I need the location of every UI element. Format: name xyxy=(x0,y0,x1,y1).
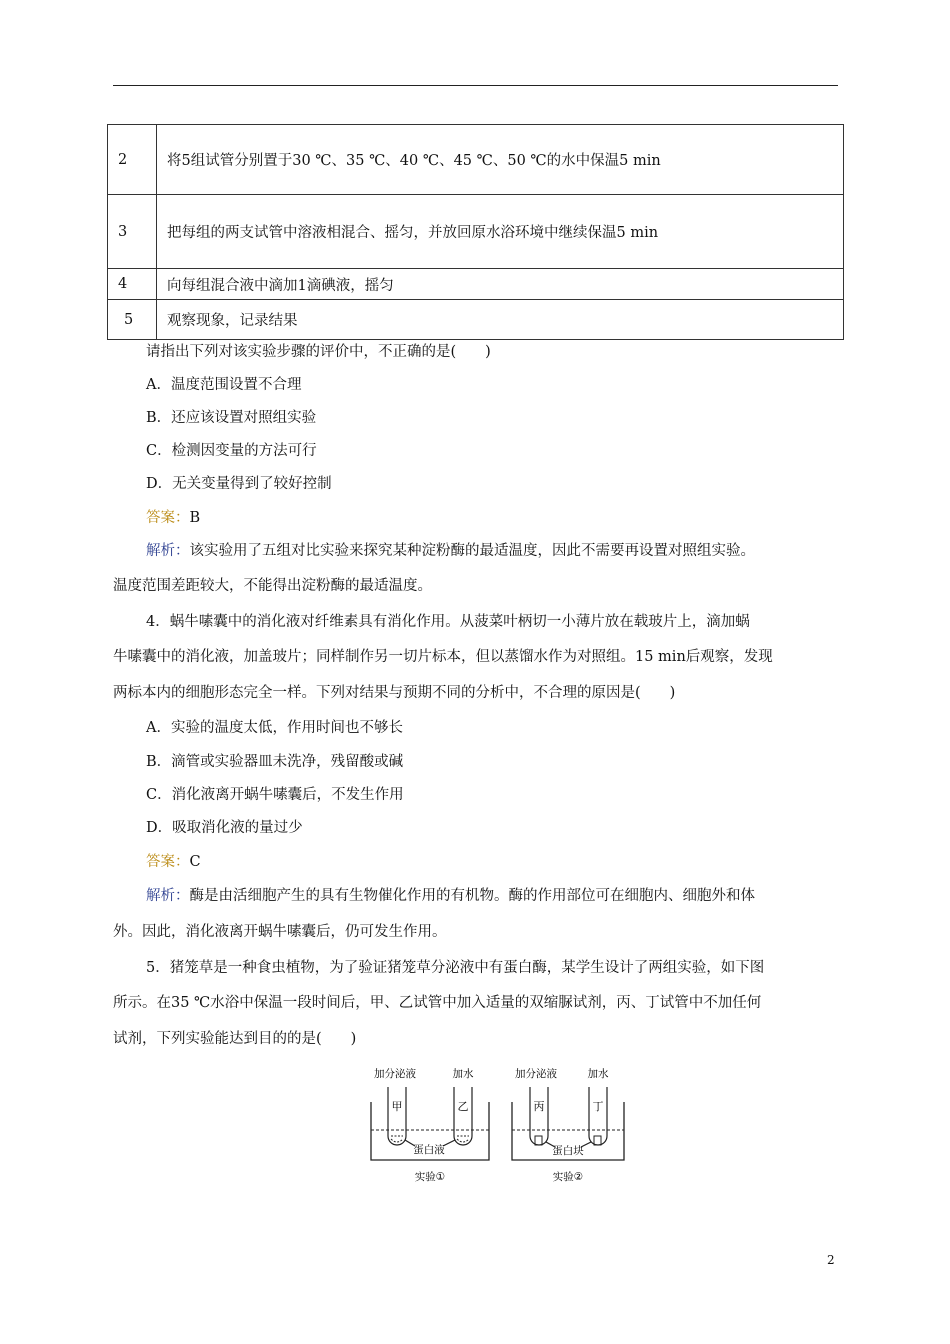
explanation-text: 酶是由活细胞产生的具有生物催化作用的有机物。酶的作用部位可在细胞内、细胞外和体 xyxy=(189,888,755,904)
table-row xyxy=(108,269,844,300)
table-row xyxy=(108,300,844,340)
exp2-right-label: 加水 xyxy=(587,1068,609,1080)
exp2-tube-a-label: 丙 xyxy=(533,1100,545,1113)
step-number: 3 xyxy=(108,195,157,269)
step-number: 4 xyxy=(108,269,157,300)
exp1-pointer-right xyxy=(443,1140,455,1146)
exp1-tube-a-label: 甲 xyxy=(391,1100,403,1113)
q4-option-b: B．滴管或实验器皿未洗净，残留酸或碱 xyxy=(146,754,404,770)
exp2-protein-block-a xyxy=(535,1136,542,1145)
q5-stem-line2: 所示。在35 ℃水浴中保温一段时间后，甲、乙试管中加入适量的双缩脲试剂，丙、丁试管中不加任何 xyxy=(113,995,762,1011)
exp1-right-label: 加水 xyxy=(452,1068,474,1080)
q3-option-c: C．检测因变量的方法可行 xyxy=(146,443,317,459)
step-text: 将5组试管分别置于30 ℃、35 ℃、40 ℃、45 ℃、50 ℃的水中保温5 min xyxy=(157,125,844,195)
steps-table xyxy=(107,124,844,340)
header-rule xyxy=(113,85,838,86)
q3-option-d: D．无关变量得到了较好控制 xyxy=(146,476,332,492)
exp2-caption: 实验② xyxy=(552,1171,584,1183)
table-row xyxy=(108,195,844,269)
q4-stem-line3: 两标本内的细胞形态完全一样。下列对结果与预期不同的分析中，不合理的原因是( ) xyxy=(113,685,676,701)
q4-stem: 4．蜗牛嗉囊中的消化液对纤维素具有消化作用。从菠菜叶柄切一小薄片放在载玻片上，滴加蜗 xyxy=(146,614,750,630)
q4-option-d: D．吸取消化液的量过少 xyxy=(146,820,303,836)
q4-option-a: A．实验的温度太低，作用时间也不够长 xyxy=(146,720,403,736)
step-number: 2 xyxy=(108,125,157,195)
exp2-protein-block-b xyxy=(594,1136,601,1145)
exp1-caption: 实验① xyxy=(414,1171,446,1183)
step-text: 把每组的两支试管中溶液相混合、摇匀，并放回原水浴环境中继续保温5 min xyxy=(157,195,844,269)
answer-value: C xyxy=(189,854,201,870)
exp2-tube-b-label: 丁 xyxy=(592,1100,604,1113)
exp1-tube-b xyxy=(454,1087,472,1145)
q4-answer xyxy=(146,846,201,879)
q4-option-c: C．消化液离开蜗牛嗉囊后，不发生作用 xyxy=(146,787,404,803)
exp1-tube-a xyxy=(388,1087,406,1145)
table-row xyxy=(108,125,844,195)
step-text: 观察现象，记录结果 xyxy=(157,300,844,340)
exp1-tube-b-label: 乙 xyxy=(457,1100,469,1113)
answer-value: B xyxy=(189,510,201,526)
experiment-figure xyxy=(365,1062,635,1187)
exp1-left-label: 加分泌液 xyxy=(374,1068,416,1080)
experiment-1 xyxy=(371,1067,489,1183)
explanation-text: 该实验用了五组对比实验来探究某种淀粉酶的最适温度，因此不需要再设置对照组实验。 xyxy=(189,543,755,559)
explanation-label: 解析： xyxy=(146,543,190,559)
q3-explanation xyxy=(146,535,755,568)
exp1-content-label: 蛋白液 xyxy=(413,1144,445,1156)
exp2-content-label: 蛋白块 xyxy=(552,1145,584,1157)
q4-explanation xyxy=(146,880,755,913)
q4-stem-line2: 牛嗉囊中的消化液，加盖玻片；同样制作另一切片标本，但以蒸馏水作为对照组。15 min后观察，发现 xyxy=(113,649,773,665)
answer-label: 答案： xyxy=(146,854,190,870)
q3-stem: 请指出下列对该实验步骤的评价中，不正确的是( ) xyxy=(146,344,491,360)
step-text: 向每组混合液中滴加1滴碘液，摇匀 xyxy=(157,269,844,300)
answer-label: 答案： xyxy=(146,510,190,526)
step-number: 5 xyxy=(108,300,157,340)
exp2-left-label: 加分泌液 xyxy=(515,1068,557,1080)
experiment-2 xyxy=(512,1067,624,1183)
q3-option-b: B．还应该设置对照组实验 xyxy=(146,410,317,426)
q5-stem-line3: 试剂，下列实验能达到目的的是( ) xyxy=(113,1031,357,1047)
q4-explanation-cont: 外。因此，消化液离开蜗牛嗉囊后，仍可发生作用。 xyxy=(113,924,447,940)
q5-stem: 5．猪笼草是一种食虫植物，为了验证猪笼草分泌液中有蛋白酶，某学生设计了两组实验，如下图 xyxy=(146,960,765,976)
q3-answer xyxy=(146,502,200,535)
q3-option-a: A．温度范围设置不合理 xyxy=(146,377,302,393)
q3-explanation-cont: 温度范围差距较大，不能得出淀粉酶的最适温度。 xyxy=(113,578,432,594)
explanation-label: 解析： xyxy=(146,888,190,904)
page-number: 2 xyxy=(827,1253,835,1267)
